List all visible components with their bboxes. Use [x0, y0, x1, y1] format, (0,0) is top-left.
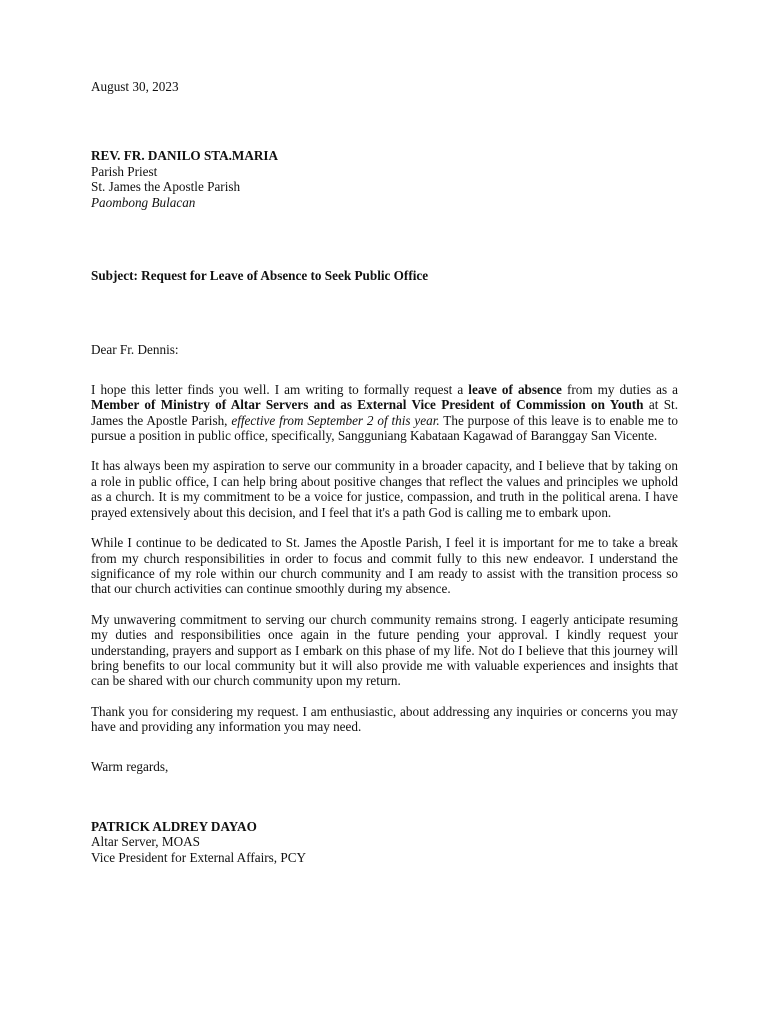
- recipient-name: REV. FR. DANILO STA.MARIA: [91, 148, 279, 164]
- recipient-block: [91, 148, 678, 210]
- body-paragraph-3: While I continue to be dedicated to St. James the Apostle Parish, I feel it is important for me to take a break from my church responsibilities in order to focus and commit fully to this new endeavor. I understand the significance of my role within our church community and I am ready to assist with the transition process so that our church activities can continue smoothly during my absence.: [91, 535, 678, 597]
- body-paragraph-5: Thank you for considering my request. I am enthusiastic, about addressing any inquiries or concerns you may have and providing any information you may need.: [91, 703, 678, 735]
- letter-date: August 30, 2023: [91, 79, 179, 94]
- paragraph-1-text-4: The purpose of this leave is to enable me to pursue a position in public office, specifically, Sangguniang Kabataan Kagawad of Baranggay San Vicente.: [91, 412, 678, 444]
- sender-name: PATRICK ALDREY DAYAO: [91, 818, 257, 834]
- sender-role-1: Altar Server, MOAS: [91, 834, 200, 850]
- body-paragraph-4: My unwavering commitment to serving our church community remains strong. I eagerly anticipate resuming my duties and responsibilities once again in the future pending your approval. I kindly request your understanding, prayers and support as I embark on this phase of my life. Not do I believe that this journey will bring benefits to our local community but it will also provide me with valuable experiences and insights that can be shared with our church community upon my return.: [91, 611, 678, 689]
- body-paragraph-2: It has always been my aspiration to serve our community in a broader capacity, and I believe that by taking on a role in public office, I can help bring about positive changes that reflect the values and principles we uphold as a church. It is my commitment to be a voice for justice, compassion, and truth in the political arena. I have prayed extensively about this decision, and I feel that it's a path God is calling me to embark upon.: [91, 458, 678, 520]
- letter-page: [91, 79, 678, 865]
- recipient-organization: St. James the Apostle Parish: [91, 179, 241, 195]
- paragraph-1-italic-1: effective from September 2 of this year.: [231, 412, 440, 428]
- paragraph-1-text-2: from my duties as a: [561, 381, 679, 397]
- paragraph-1-text-3: at St. James the Apostle Parish,: [91, 397, 679, 428]
- salutation: Dear Fr. Dennis:: [91, 342, 179, 358]
- recipient-title: Parish Priest: [91, 163, 158, 179]
- subject-line: Subject: Request for Leave of Absence to Seek Public Office: [91, 268, 429, 284]
- signature-block: [91, 819, 678, 865]
- paragraph-1-bold-1: leave of absence: [468, 381, 562, 397]
- recipient-location: Paombong Bulacan: [91, 194, 196, 210]
- sender-role-2: Vice President for External Affairs, PCY: [91, 849, 307, 865]
- paragraph-1-bold-2: Member of Ministry of Altar Servers and as External Vice President of Commission on Youth: [91, 397, 644, 413]
- body-paragraph-1: [91, 382, 678, 444]
- paragraph-1-text-1: I hope this letter finds you well. I am writing to formally request a: [91, 381, 469, 397]
- closing: Warm regards,: [91, 758, 169, 774]
